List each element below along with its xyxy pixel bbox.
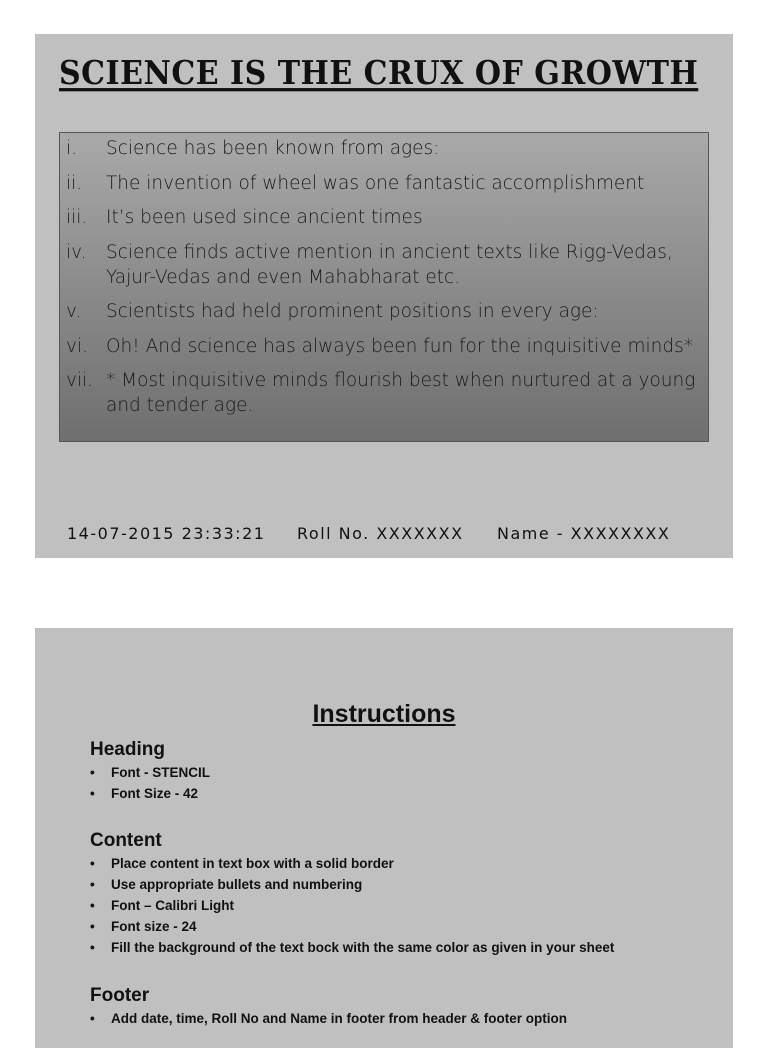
bullet-icon: •: [90, 786, 95, 801]
list-item: [60, 299, 700, 324]
list-number: i.: [66, 138, 78, 159]
bullet-item: [90, 874, 710, 895]
list-item: [60, 171, 700, 196]
list-text: Scientists had held prominent positions in every age:: [106, 301, 599, 322]
bullet-icon: •: [90, 919, 95, 934]
list-item: [60, 136, 700, 161]
list-text: The invention of wheel was one fantastic accomplishment: [106, 172, 645, 194]
section-heading: Heading: [90, 739, 165, 760]
bullet-text: Fill the background of the text bock with the same color as given in your sheet: [111, 940, 615, 955]
footer-roll-number: Roll No. XXXXXXX: [297, 524, 464, 543]
list-text: It’s been used since ancient times: [106, 207, 423, 228]
bullet-icon: •: [90, 898, 95, 913]
list-text: * Most inquisitive minds flourish best when nurtured at a young and tender age.: [106, 370, 696, 416]
slide-footer: [67, 524, 707, 543]
list-number: v.: [66, 301, 82, 322]
bullet-text: Font - STENCIL: [111, 765, 210, 780]
bullet-list: [90, 762, 710, 804]
bullet-icon: •: [90, 940, 95, 955]
list-number: iv.: [66, 241, 87, 263]
bullet-item: [90, 762, 710, 783]
instruction-section-heading: [90, 738, 710, 804]
bullet-text: Add date, time, Roll No and Name in footer from header & footer option: [111, 1011, 568, 1026]
bullet-list: [90, 1008, 710, 1029]
list-item: [60, 334, 700, 359]
bullet-item: [90, 1008, 710, 1029]
list-number: iii.: [66, 207, 88, 228]
bullet-text: Font Size - 42: [111, 786, 199, 801]
content-textbox: [59, 132, 709, 442]
footer-datetime: 14-07-2015 23:33:21: [67, 524, 266, 543]
footer-name: Name - XXXXXXXX: [497, 524, 671, 543]
bullet-icon: •: [90, 1011, 95, 1026]
list-text: Oh! And science has always been fun for the inquisitive minds*: [106, 335, 693, 357]
bullet-text: Font size - 24: [111, 919, 197, 934]
instructions-title: Instructions: [312, 700, 456, 728]
list-number: vi.: [66, 335, 88, 357]
list-text: Science finds active mention in ancient texts like Rigg-Vedas, Yajur-Vedas and even Mahabharat etc.: [106, 241, 673, 288]
list-item: [60, 240, 700, 290]
bullet-list: [90, 853, 710, 958]
numbered-list: [60, 133, 708, 418]
slide-1: [35, 34, 733, 558]
list-number: vii.: [66, 370, 94, 391]
bullet-item: [90, 937, 710, 958]
bullet-item: [90, 853, 710, 874]
bullet-icon: •: [90, 856, 95, 871]
bullet-text: Place content in text box with a solid border: [111, 856, 394, 871]
list-number: ii.: [66, 172, 83, 194]
list-item: [60, 205, 700, 230]
bullet-item: [90, 916, 710, 937]
list-item: [60, 368, 700, 418]
section-heading: Content: [90, 830, 162, 851]
bullet-text: Use appropriate bullets and numbering: [111, 877, 363, 892]
instruction-section-content: [90, 829, 710, 958]
bullet-item: [90, 783, 710, 804]
bullet-icon: •: [90, 765, 95, 780]
bullet-icon: •: [90, 877, 95, 892]
slide-2: [35, 628, 733, 1048]
slide-title: SCIENCE IS THE CRUX OF GROWTH: [59, 54, 699, 93]
section-heading: Footer: [90, 985, 150, 1006]
instruction-section-footer: [90, 984, 710, 1029]
bullet-item: [90, 895, 710, 916]
bullet-text: Font – Calibri Light: [111, 898, 234, 913]
list-text: Science has been known from ages:: [106, 138, 440, 159]
